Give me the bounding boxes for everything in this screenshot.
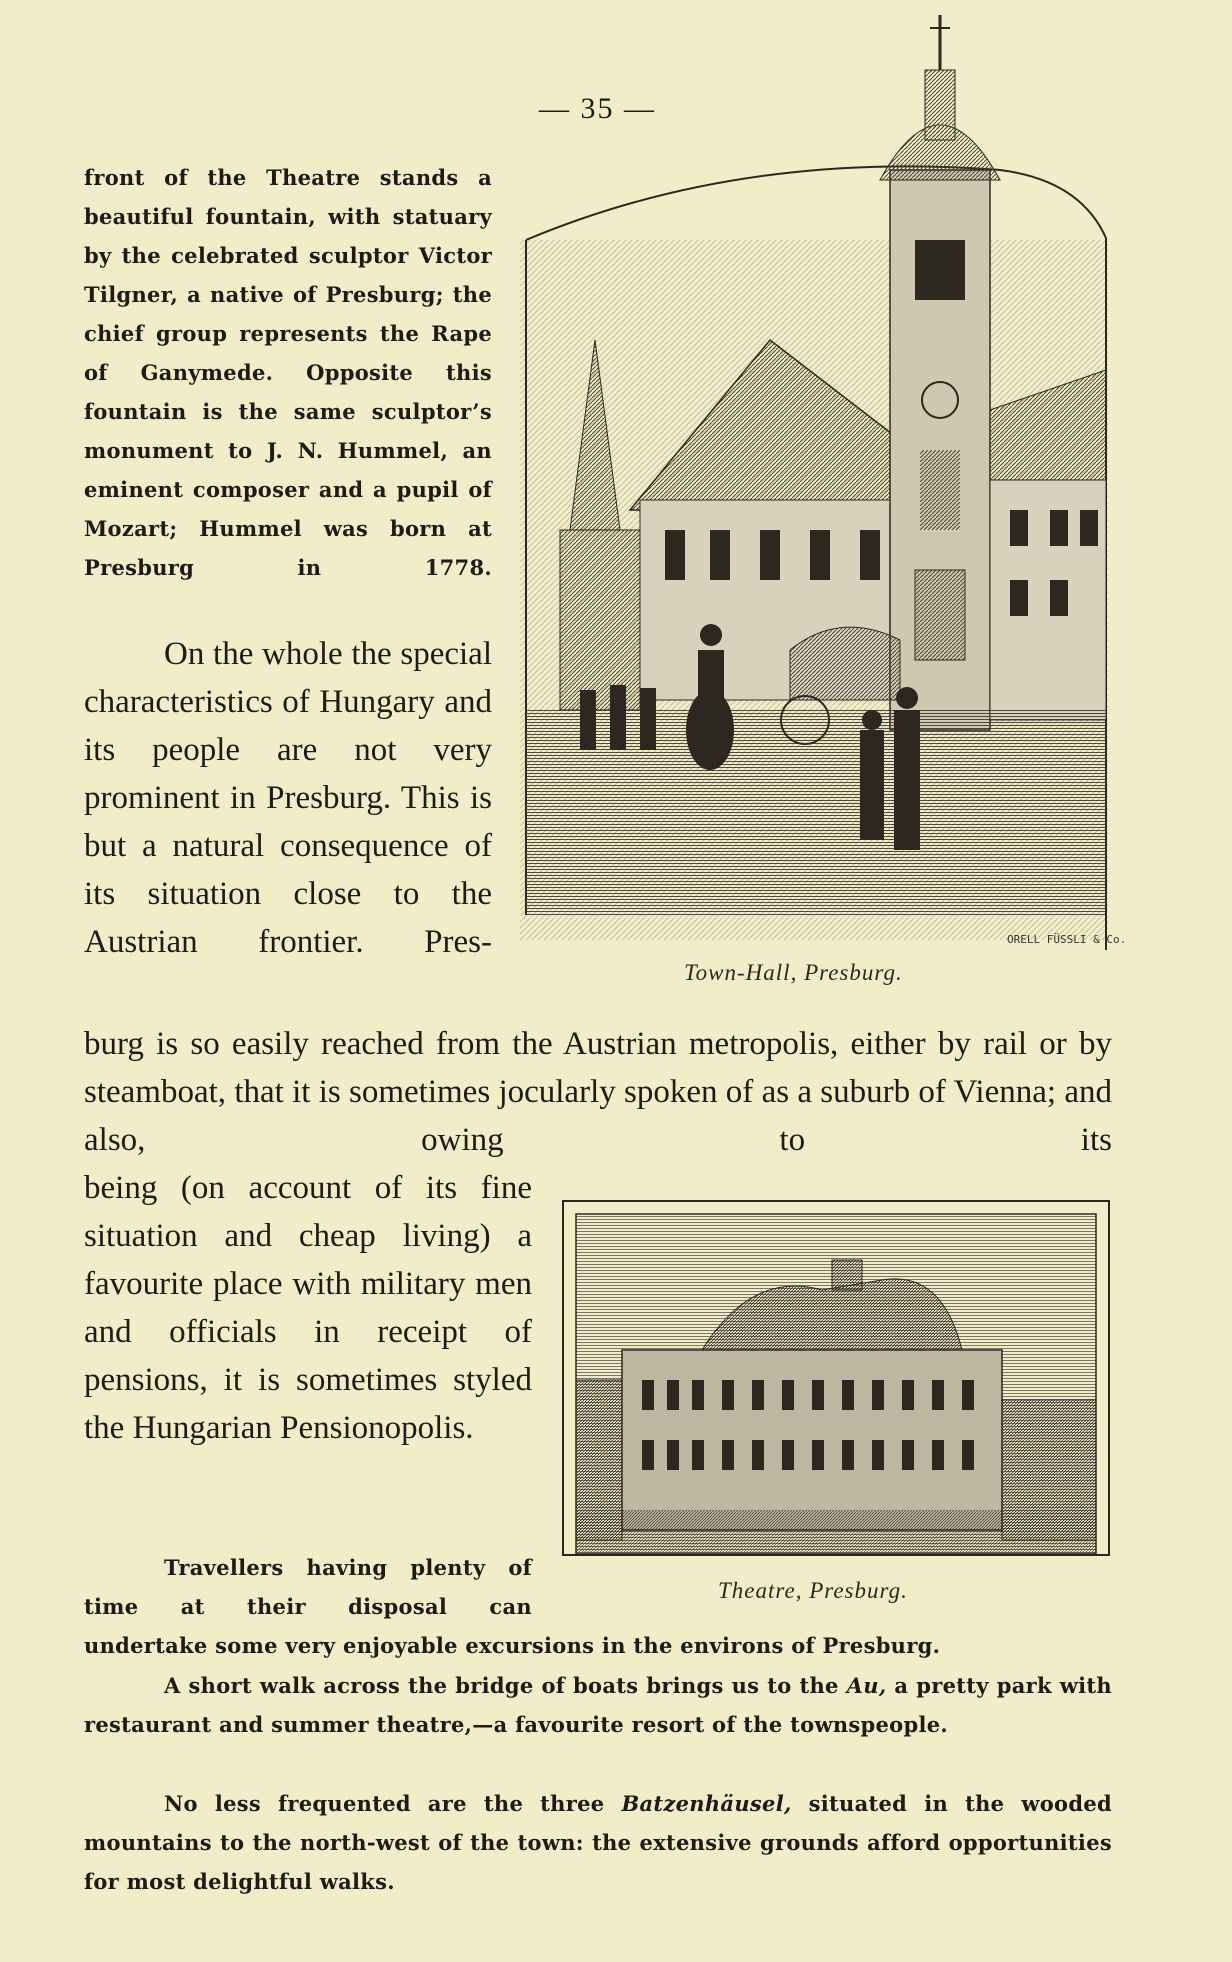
paragraph-characteristics-cont: burg is so easily reached from the Austrian metropolis, either by rail or by steamboat, that it is sometimes jocularly spoken of as a suburb of Vienna; and also, owing to its bbox=[84, 1026, 1112, 1158]
town-hall-caption: Town-Hall, Presburg. bbox=[684, 960, 903, 985]
theatre-caption: Theatre, Presburg. bbox=[718, 1578, 908, 1603]
paragraph-characteristics: On the whole the special characteristics of Hungary and its people are not very prominent in Presburg. This is but a natural consequence of its situation close to the Austrian frontier. Pres- bbox=[84, 636, 492, 960]
au-text-post: a pretty park with restaurant and summer theatre,—a favourite resort of the townspeople. bbox=[84, 1673, 1112, 1737]
batzenhausel-text-post: situated in the wooded mountains to the north-west of the town: the extensive grounds afford opportunities for most delightful walks. bbox=[84, 1791, 1112, 1894]
au-text-pre: A short walk across the bridge of boats brings us to the bbox=[164, 1673, 847, 1698]
batzenhausel-place-name: Batzenhäusel, bbox=[621, 1791, 792, 1816]
town-hall-illustration bbox=[520, 10, 1108, 950]
engraver-credit: ORELL FÜSSLI & Co. bbox=[1007, 933, 1127, 946]
paragraph-travellers: Travellers having plenty of time at their disposal can bbox=[84, 1555, 532, 1619]
paragraph-pensionopolis: being (on account of its fine situation and cheap living) a favourite place with military men and officials in receipt of pensions, it is sometimes styled the Hungarian Pensionopolis. bbox=[84, 1170, 532, 1446]
batzenhausel-text-pre: No less frequented are the three bbox=[164, 1791, 622, 1816]
page-number: — 35 — bbox=[539, 92, 656, 125]
paragraph-batzenhausel bbox=[84, 1784, 1112, 1901]
au-place-name: Au, bbox=[846, 1673, 887, 1698]
theatre-engraving bbox=[562, 1200, 1110, 1556]
town-hall-engraving bbox=[520, 10, 1108, 950]
theatre-illustration bbox=[562, 1200, 1110, 1556]
paragraph-fountain: front of the Theatre stands a beautiful fountain, with statuary by the celebrated sculptor Victor Tilgner, a native of Presburg; the chief group represents the Rape of Ganymede. Opposite this fountain is the same sculptor’s monument to J. N. Hummel, an eminent composer and a pupil of Mozart; Hummel was born at Presburg in 1778. bbox=[84, 165, 492, 580]
paragraph-au bbox=[84, 1666, 1112, 1744]
paragraph-travellers-cont: undertake some very enjoyable excursions in the environs of Presburg. bbox=[84, 1633, 941, 1658]
